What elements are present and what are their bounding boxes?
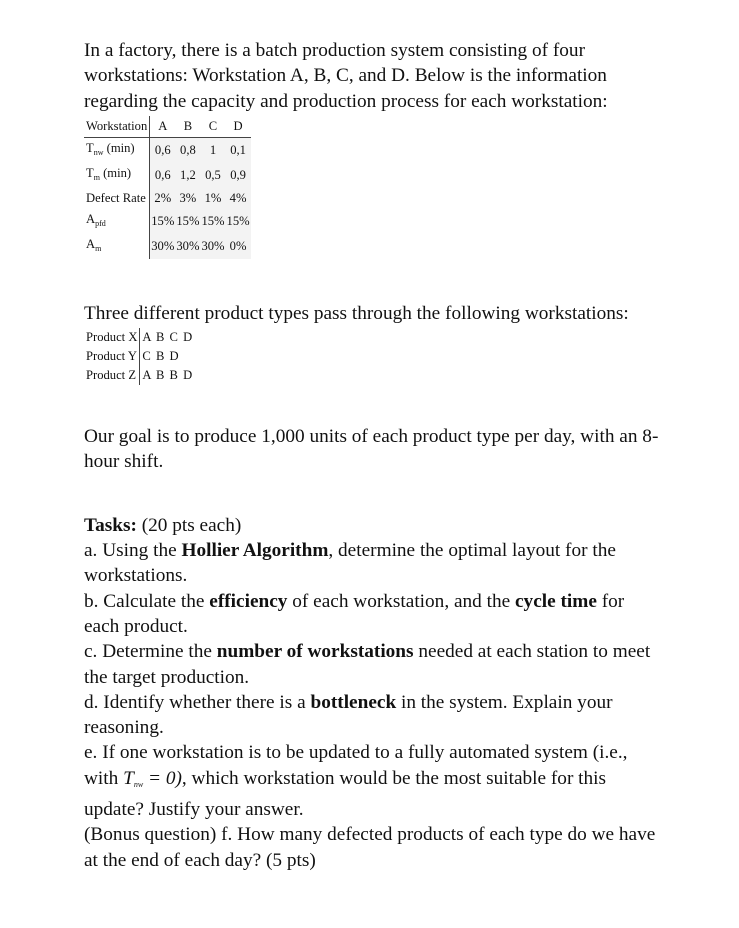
products-intro-paragraph: Three different product types pass through the following workstations: [84,302,629,324]
tasks-heading: Tasks: (20 pts each) [84,514,242,536]
table-row-tnw [84,137,251,163]
table-row-defect-rate [84,188,251,209]
table-cell: 0,1 [226,137,251,163]
column-header: A [150,116,176,138]
product-label: Product Z [84,366,140,385]
table-row-apfd [84,209,251,234]
table-row [84,366,193,385]
table-cell: 0,6 [150,137,176,163]
goal-paragraph: Our goal is to produce 1,000 units of each product type per day, with an 8-hour shift. [84,426,659,473]
product-sequence: C B D [142,349,180,364]
row-label: Defect Rate [84,188,150,209]
table-cell: 15% [175,209,200,234]
table-cell: 0,9 [226,163,251,188]
table-cell: 15% [200,209,225,234]
task-b: b. Calculate the efficiency of each workstation, and the cycle time for each product. [84,590,625,637]
table-cell: 1% [200,188,225,209]
task-a: a. Using the Hollier Algorithm, determine the optimal layout for the workstations. [84,540,616,587]
row-label: $A_m$ [84,234,150,259]
table-cell: 1,2 [175,163,200,188]
table-cell: 15% [150,209,176,234]
task-e: e. If one workstation is to be updated to a fully automated system (i.e., with $T_{nw} = 0$), which workstation would be the most suitable for this update? Justify your answer. [84,742,628,821]
table-cell: 15% [226,209,251,234]
table-row [84,328,193,347]
table-cell: 30% [175,234,200,259]
product-sequence: A B C D [142,330,194,345]
table-row-tm [84,163,251,188]
column-header: C [200,116,225,138]
product-label: Product Y [84,347,140,366]
table-cell: 3% [175,188,200,209]
product-sequence: A B B D [142,368,194,383]
table-row-am [84,234,251,259]
table-cell: 30% [150,234,176,259]
task-c: c. Determine the number of workstations needed at each station to meet the target production. [84,641,651,688]
row-label: $T_{nw}$ (min) [84,137,150,163]
row-label: $T_m$ (min) [84,163,150,188]
table-header-row [84,116,251,138]
product-routing-table [84,328,193,385]
table-cell: 0% [226,234,251,259]
column-header: D [226,116,251,138]
product-label: Product X [84,328,140,347]
table-cell: 0,8 [175,137,200,163]
table-cell: 1 [200,137,225,163]
intro-paragraph: In a factory, there is a batch production system consisting of four workstations: Workstation A, B, C, and D. Below is the information regarding the capacity and production process for each workstation: [84,40,608,112]
task-f-bonus: (Bonus question) f. How many defected products of each type do we have at the end of each day? (5 pts) [84,824,656,871]
table-cell: 2% [150,188,176,209]
table-row [84,347,193,366]
document-page [84,38,664,873]
column-header: B [175,116,200,138]
workstation-table [84,116,251,259]
tasks-section [84,513,664,873]
table-cell: 0,6 [150,163,176,188]
task-d: d. Identify whether there is a bottleneck in the system. Explain your reasoning. [84,691,613,739]
table-cell: 4% [226,188,251,209]
table-cell: 30% [200,234,225,259]
row-label: $A_{pfd}$ [84,209,150,234]
table-cell: 0,5 [200,163,225,188]
table-header-label: Workstation [84,116,150,138]
